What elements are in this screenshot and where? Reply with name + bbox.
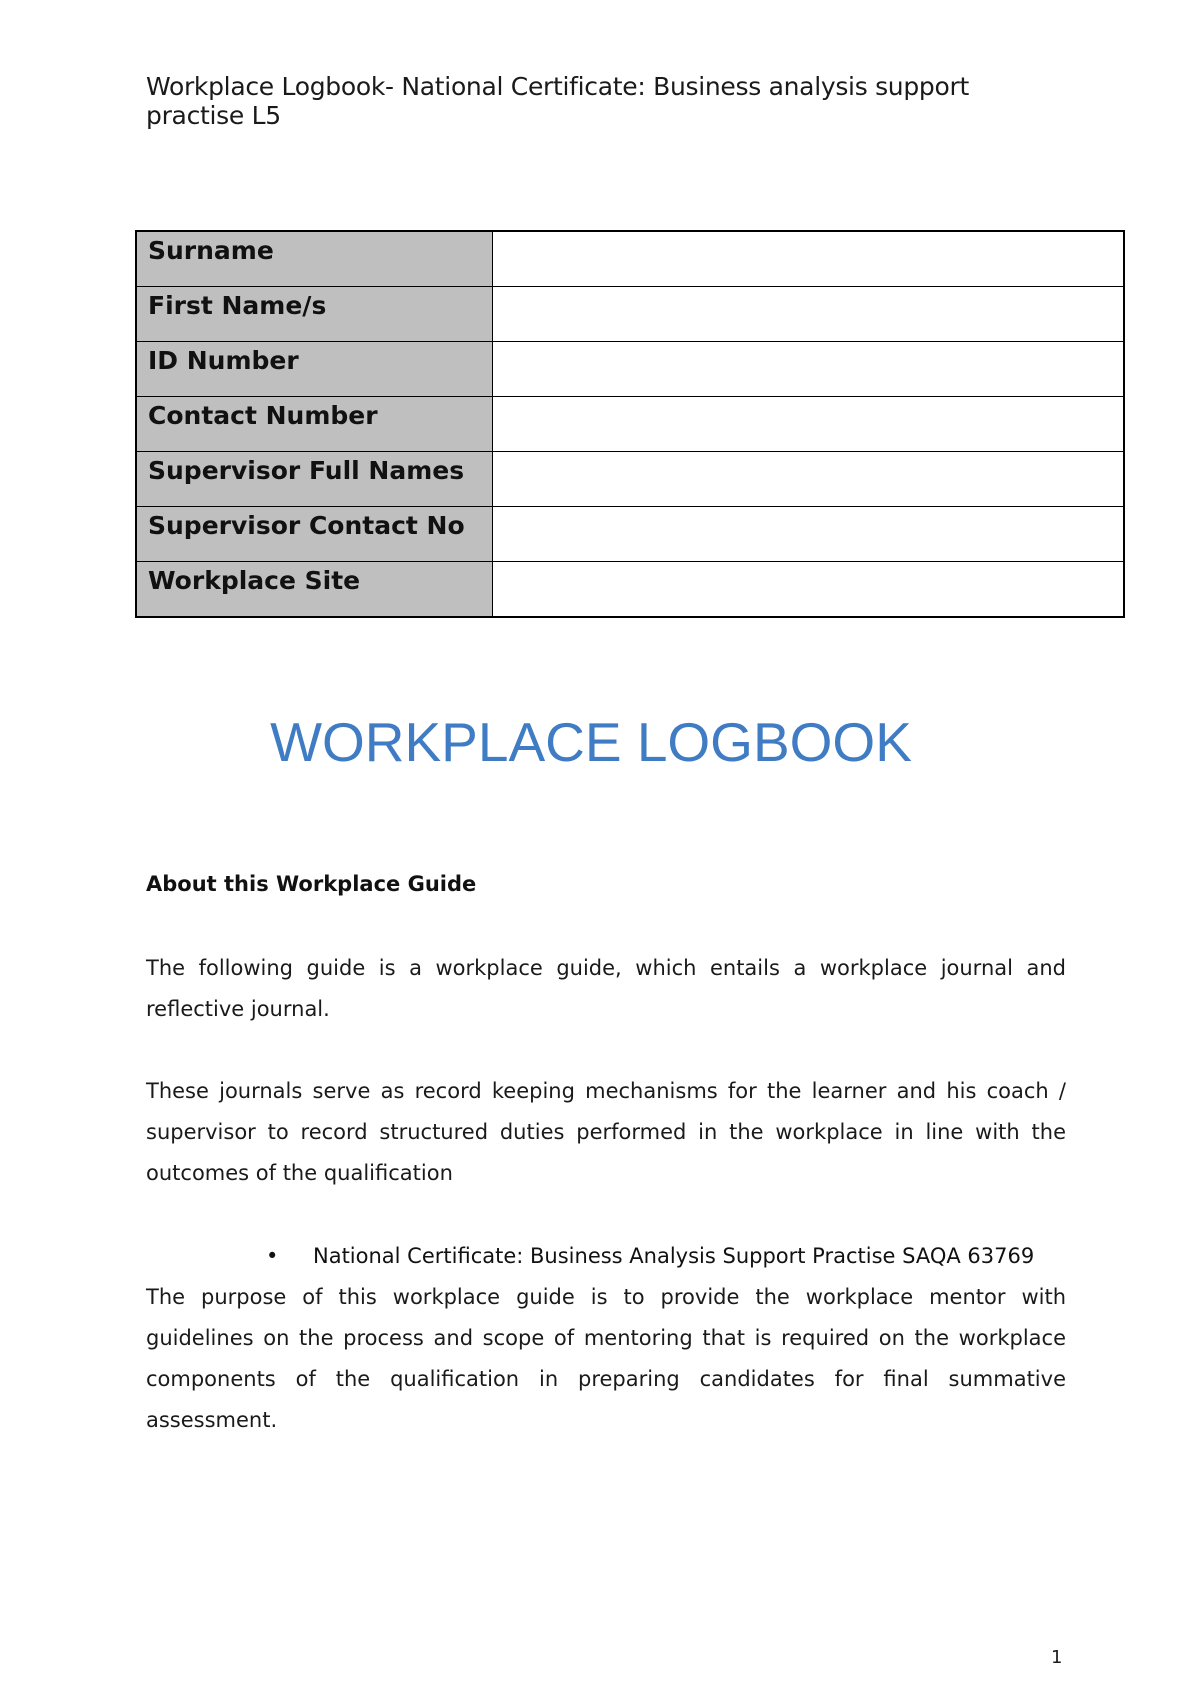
id-number-label: ID Number bbox=[136, 342, 492, 397]
paragraph-intro: The following guide is a workplace guide, which entails a workplace journal and reflective journal. bbox=[146, 956, 1066, 1021]
supervisor-full-names-field[interactable] bbox=[492, 452, 1124, 507]
table-row bbox=[136, 397, 1124, 452]
table-row bbox=[136, 452, 1124, 507]
first-names-field[interactable] bbox=[492, 287, 1124, 342]
table-row bbox=[136, 507, 1124, 562]
document-title bbox=[0, 710, 1200, 774]
surname-label: Surname bbox=[136, 231, 492, 287]
page-header: Workplace Logbook- National Certificate: Business analysis support practise L5 bbox=[146, 72, 969, 130]
section-heading: About this Workplace Guide bbox=[146, 872, 477, 896]
learner-info-table bbox=[135, 230, 1125, 618]
surname-field[interactable] bbox=[492, 231, 1124, 287]
page-number: 1 bbox=[1051, 1647, 1063, 1668]
supervisor-contact-label: Supervisor Contact No bbox=[136, 507, 492, 562]
table-row bbox=[136, 342, 1124, 397]
paragraph-purpose: The purpose of this workplace guide is to provide the workplace mentor with guidelines on the process and scope of mentoring that is required on the workplace components of the qualification in preparing candidates for final summative assessment. bbox=[146, 1285, 1066, 1432]
id-number-field[interactable] bbox=[492, 342, 1124, 397]
contact-number-field[interactable] bbox=[492, 397, 1124, 452]
bullet-icon: • bbox=[266, 1244, 279, 1268]
document-title-text: WORKPLACE LOGBOOK bbox=[270, 711, 912, 773]
bullet-text: National Certificate: Business Analysis Support Practise SAQA 63769 bbox=[313, 1244, 1035, 1268]
table-row bbox=[136, 231, 1124, 287]
table-row bbox=[136, 287, 1124, 342]
first-names-label: First Name/s bbox=[136, 287, 492, 342]
workplace-site-label: Workplace Site bbox=[136, 562, 492, 618]
workplace-site-field[interactable] bbox=[492, 562, 1124, 618]
supervisor-full-names-label: Supervisor Full Names bbox=[136, 452, 492, 507]
supervisor-contact-field[interactable] bbox=[492, 507, 1124, 562]
contact-number-label: Contact Number bbox=[136, 397, 492, 452]
table-row bbox=[136, 562, 1124, 618]
paragraph-journals: These journals serve as record keeping mechanisms for the learner and his coach / supervisor to record structured duties performed in the workplace in line with the outcomes of the qualification bbox=[146, 1079, 1066, 1185]
